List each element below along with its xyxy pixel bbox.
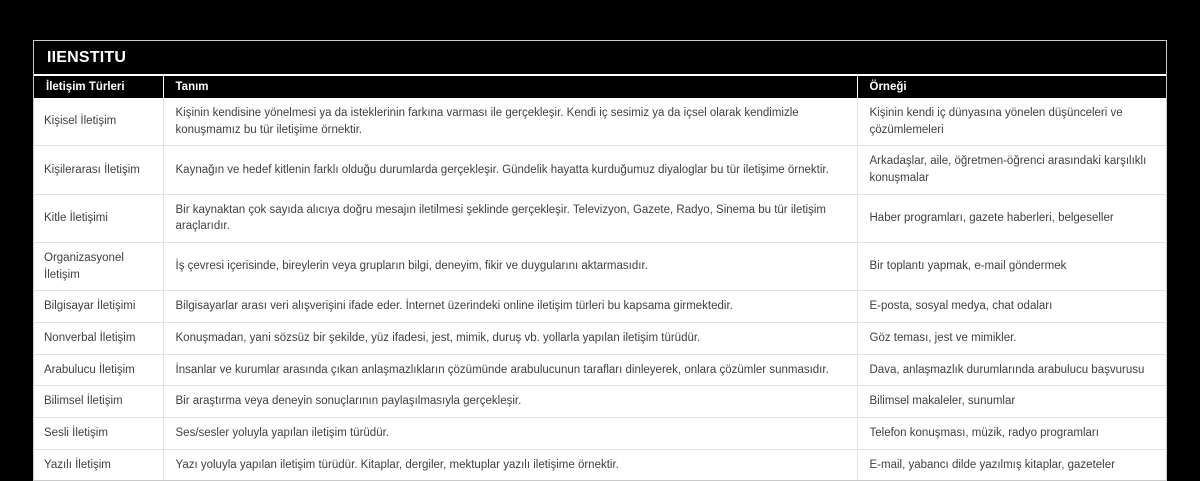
content-card	[33, 40, 1167, 481]
communication-type-cell: Organizasyonel İletişim	[34, 243, 163, 291]
example-cell: Bir toplantı yapmak, e-mail göndermek	[857, 243, 1166, 291]
communication-type-cell: Arabulucu İletişim	[34, 354, 163, 386]
definition-cell: Kişinin kendisine yönelmesi ya da isteklerinin farkına varması ile gerçekleşir. Kendi iç sesimiz ya da içsel olarak kendimizle konuşmamız bu tür iletişime örnektir.	[163, 98, 857, 146]
table-header-row	[34, 76, 1166, 98]
definition-cell: İş çevresi içerisinde, bireylerin veya grupların bilgi, deneyim, fikir ve duygularını aktarmasıdır.	[163, 243, 857, 291]
definition-cell: İnsanlar ve kurumlar arasında çıkan anlaşmazlıkların çözümünde arabulucunun tarafları dinleyerek, onlara çözümler sunmasıdır.	[163, 354, 857, 386]
communication-type-cell: Nonverbal İletişim	[34, 323, 163, 355]
communication-type-cell: Sesli İletişim	[34, 418, 163, 450]
example-cell: Dava, anlaşmazlık durumlarında arabulucu başvurusu	[857, 354, 1166, 386]
example-cell: Kişinin kendi iç dünyasına yönelen düşünceleri ve çözümlemeleri	[857, 98, 1166, 146]
definition-cell: Bilgisayarlar arası veri alışverişini ifade eder. İnternet üzerindeki online iletişim türleri bu kapsama girmektedir.	[163, 291, 857, 323]
example-cell: Bilimsel makaleler, sunumlar	[857, 386, 1166, 418]
definition-cell: Bir kaynaktan çok sayıda alıcıya doğru mesajın iletilmesi şeklinde gerçekleşir. Televizyon, Gazete, Radyo, Sinema bu tür iletişim araçlarıdır.	[163, 194, 857, 242]
column-header-example: Örneği	[857, 76, 1166, 98]
example-cell: Arkadaşlar, aile, öğretmen-öğrenci arasındaki karşılıklı konuşmalar	[857, 146, 1166, 194]
table-row	[34, 194, 1166, 242]
example-cell: Göz teması, jest ve mimikler.	[857, 323, 1166, 355]
communication-type-cell: Bilgisayar İletişimi	[34, 291, 163, 323]
example-cell: Haber programları, gazete haberleri, belgeseller	[857, 194, 1166, 242]
page-title: IIENSTITU	[34, 41, 1166, 76]
table-row	[34, 449, 1166, 480]
table-row	[34, 243, 1166, 291]
definition-cell: Bir araştırma veya deneyin sonuçlarının paylaşılmasıyla gerçekleşir.	[163, 386, 857, 418]
definition-cell: Kaynağın ve hedef kitlenin farklı olduğu durumlarda gerçekleşir. Gündelik hayatta kurduğumuz diyaloglar bu tür iletişime örnektir.	[163, 146, 857, 194]
definition-cell: Konuşmadan, yani sözsüz bir şekilde, yüz ifadesi, jest, mimik, duruş vb. yollarla yapılan iletişim türüdür.	[163, 323, 857, 355]
table-row	[34, 386, 1166, 418]
communication-type-cell: Kitle İletişimi	[34, 194, 163, 242]
table-row	[34, 146, 1166, 194]
column-header-type: İletişim Türleri	[34, 76, 163, 98]
table-row	[34, 354, 1166, 386]
communication-type-cell: Bilimsel İletişim	[34, 386, 163, 418]
communication-type-cell: Kişilerarası İletişim	[34, 146, 163, 194]
communication-types-table	[34, 76, 1166, 480]
table-row	[34, 98, 1166, 146]
definition-cell: Ses/sesler yoluyla yapılan iletişim türüdür.	[163, 418, 857, 450]
example-cell: E-posta, sosyal medya, chat odaları	[857, 291, 1166, 323]
communication-type-cell: Yazılı İletişim	[34, 449, 163, 480]
example-cell: Telefon konuşması, müzik, radyo programları	[857, 418, 1166, 450]
definition-cell: Yazı yoluyla yapılan iletişim türüdür. Kitaplar, dergiler, mektuplar yazılı iletişime örnektir.	[163, 449, 857, 480]
table-row	[34, 418, 1166, 450]
table-row	[34, 291, 1166, 323]
table-row	[34, 323, 1166, 355]
communication-type-cell: Kişisel İletişim	[34, 98, 163, 146]
example-cell: E-mail, yabancı dilde yazılmış kitaplar, gazeteler	[857, 449, 1166, 480]
column-header-definition: Tanım	[163, 76, 857, 98]
